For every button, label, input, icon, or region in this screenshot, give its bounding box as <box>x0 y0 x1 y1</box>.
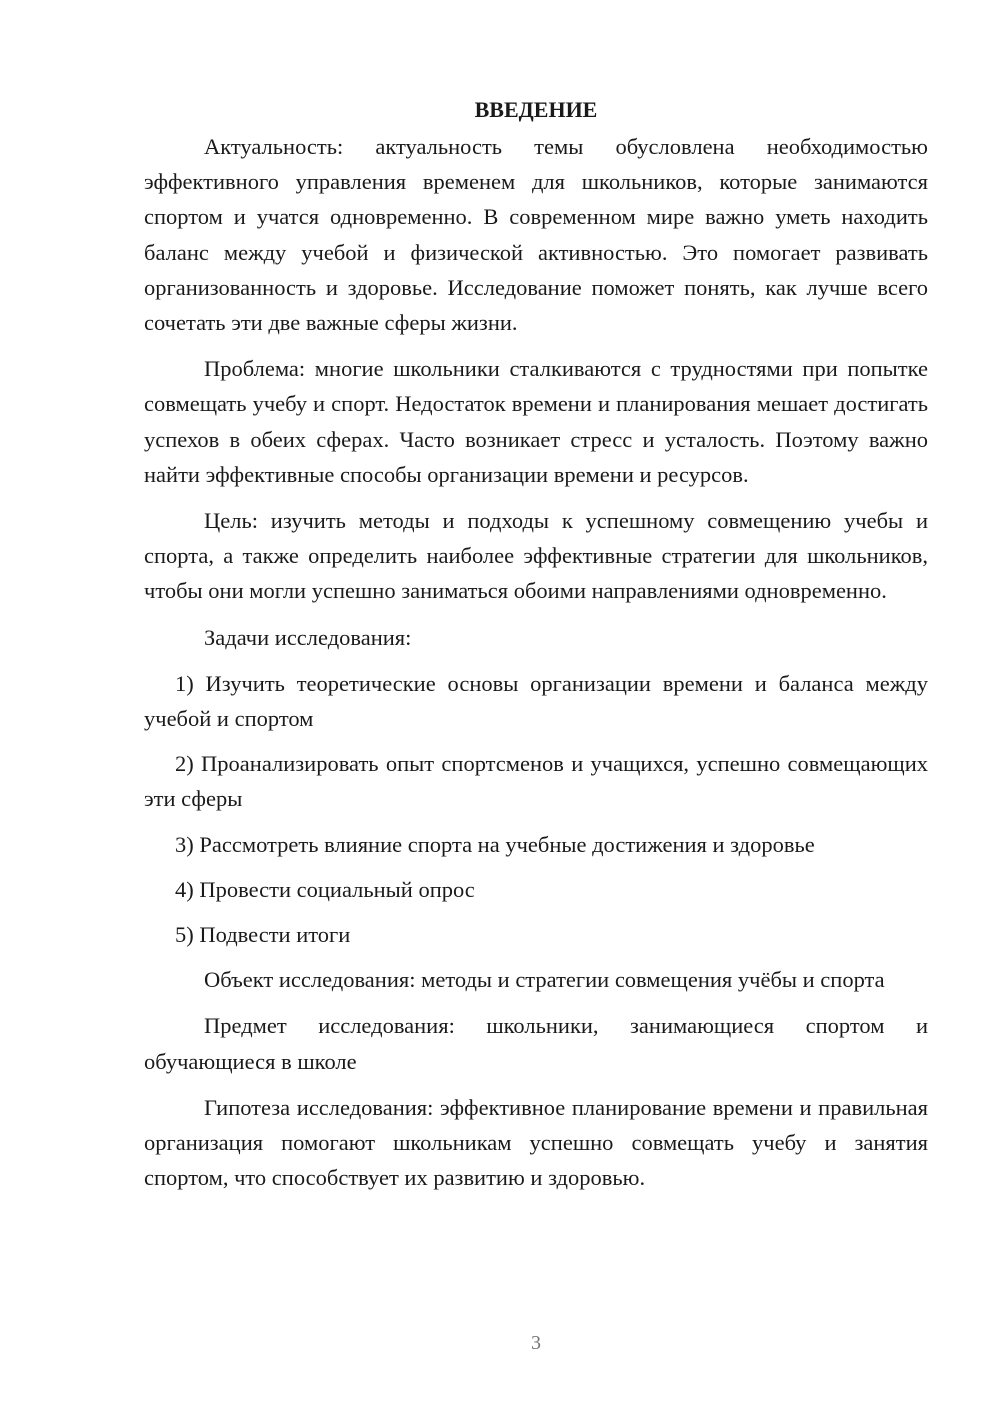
page-title: ВВЕДЕНИЕ <box>474 97 598 122</box>
task-item-3: 3) Рассмотреть влияние спорта на учебные достижения и здоровье <box>175 831 815 857</box>
tasks-heading: Задачи исследования: <box>204 624 412 650</box>
document-page <box>144 92 928 1206</box>
goal-paragraph: Цель: изучить методы и подходы к успешному совмещению учебы и спорта, а также определить наиболее эффективные стратегии для школьников, чтобы они могли успешно заниматься обоими направлениями одновременно. <box>144 508 928 604</box>
object-paragraph: Объект исследования: методы и стратегии совмещения учёбы и спорта <box>204 967 885 993</box>
task-item-4: 4) Провести социальный опрос <box>175 876 475 902</box>
hypothesis-paragraph: Гипотеза исследования: эффективное планирование времени и правильная организация помогают школьникам успешно совмещать учебу и занятия спортом, что способствует их развитию и здоровью. <box>144 1094 928 1191</box>
task-item-5: 5) Подвести итоги <box>175 922 351 948</box>
task-item-2: 2) Проанализировать опыт спортсменов и учащихся, успешно совмещающих эти сферы <box>144 751 928 812</box>
subject-paragraph: Предмет исследования: школьники, занимающиеся спортом и обучающиеся в школе <box>144 1013 928 1074</box>
problem-paragraph: Проблема: многие школьники сталкиваются с трудностями при попытке совмещать учебу и спорт. Недостаток времени и планирования мешает достигать успехов в обеих сферах. Часто возникает стресс и усталость. Поэтому важно найти эффективные способы организации времени и ресурсов. <box>144 356 928 487</box>
task-item-1: 1) Изучить теоретические основы организации времени и баланса между учебой и спортом <box>144 670 928 732</box>
relevance-paragraph: Актуальность: актуальность темы обусловлена необходимостью эффективного управления временем для школьников, которые занимаются спортом и учатся одновременно. В современном мире важно уметь находить баланс между учебой и физической активностью. Это помогает развивать организованность и здоровье. Исследование поможет понять, как лучше всего сочетать эти две важные сферы жизни. <box>144 134 928 336</box>
page-number: 3 <box>531 1332 541 1354</box>
